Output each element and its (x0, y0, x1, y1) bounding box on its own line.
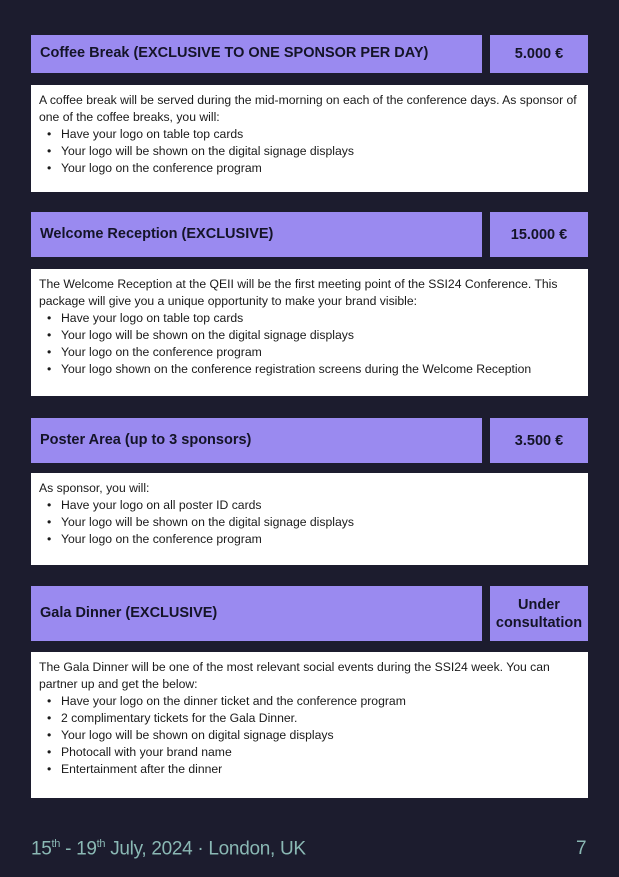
footer-event-dates (31, 838, 306, 860)
section-body-gala-dinner (31, 652, 588, 798)
benefit-list (39, 497, 580, 548)
footer-day-start: 15 (31, 838, 52, 860)
price-poster-area: 3.500 € (490, 418, 588, 463)
section-title: Gala Dinner (EXCLUSIVE) (40, 605, 218, 621)
list-item: • Entertainment after the dinner (47, 761, 580, 778)
list-item: • Your logo will be shown on the digital signage displays (47, 514, 580, 531)
section-body-poster-area (31, 473, 588, 565)
section-intro: A coffee break will be served during the mid-morning on each of the conference days. As sponsor of one of the coffee breaks, you will: (39, 93, 577, 124)
section-header-welcome-reception (31, 212, 482, 257)
list-item: • Your logo will be shown on digital signage displays (47, 727, 580, 744)
section-intro: As sponsor, you will: (39, 481, 150, 495)
benefit-list (39, 310, 580, 378)
footer-suffix-end: th (96, 838, 106, 850)
list-item: • Have your logo on all poster ID cards (47, 497, 580, 514)
benefit-list (39, 693, 580, 778)
section-intro: The Gala Dinner will be one of the most relevant social events during the SSI24 week. You can partner up and get the below: (39, 660, 550, 691)
list-item: • Your logo on the conference program (47, 344, 580, 361)
price-coffee-break: 5.000 € (490, 35, 588, 73)
list-item: • Photocall with your brand name (47, 744, 580, 761)
section-title: Poster Area (up to 3 sponsors) (40, 432, 252, 448)
section-title: Coffee Break (EXCLUSIVE TO ONE SPONSOR PER DAY) (40, 45, 429, 61)
footer-suffix-start: th (51, 838, 61, 850)
list-item: • Have your logo on the dinner ticket and the conference program (47, 693, 580, 710)
list-item: • 2 complimentary tickets for the Gala Dinner. (47, 710, 580, 727)
list-item: • Your logo on the conference program (47, 160, 580, 177)
section-title: Welcome Reception (EXCLUSIVE) (40, 226, 274, 242)
section-header-poster-area (31, 418, 482, 463)
section-header-gala-dinner (31, 586, 482, 641)
list-item: • Have your logo on table top cards (47, 310, 580, 327)
section-intro: The Welcome Reception at the QEII will be the first meeting point of the SSI24 Conference. This package will give you a unique opportunity to make your brand visible: (39, 277, 558, 308)
benefit-list (39, 126, 580, 177)
list-item: • Your logo on the conference program (47, 531, 580, 548)
footer-month-location: July, 2024 · London, UK (105, 838, 306, 860)
section-header-coffee-break (31, 35, 482, 73)
list-item: • Your logo will be shown on the digital signage displays (47, 327, 580, 344)
list-item: • Have your logo on table top cards (47, 126, 580, 143)
list-item: • Your logo shown on the conference registration screens during the Welcome Reception (47, 361, 580, 378)
page-number: 7 (576, 838, 587, 859)
price-welcome-reception: 15.000 € (490, 212, 588, 257)
list-item: • Your logo will be shown on the digital signage displays (47, 143, 580, 160)
section-body-welcome-reception (31, 269, 588, 396)
footer-day-end: - 19 (60, 838, 97, 860)
price-gala-dinner: Under consultation (490, 586, 588, 641)
section-body-coffee-break (31, 85, 588, 192)
